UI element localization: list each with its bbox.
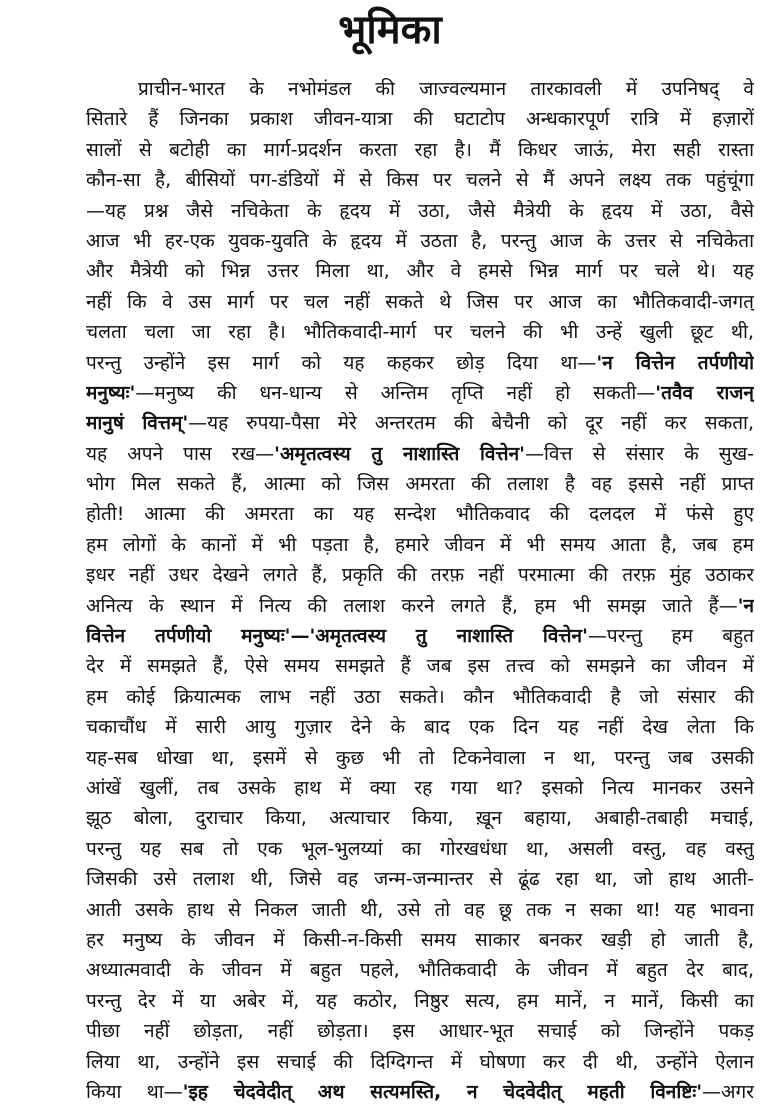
- text-segment: आंखें खुलीं, तब उसके हाथ में क्या रह गया था? इसको नित्य मानकर उसने: [86, 776, 754, 799]
- text-segment: झूठ बोला, दुराचार किया, अत्याचार किया, ख़ून बहाया, अबाही-तबाही मचाई,: [86, 807, 754, 830]
- text-line: [86, 287, 754, 317]
- sanskrit-quote: 'अमृतत्वस्य तु नाशास्ति वित्तेन': [274, 442, 525, 465]
- text-line: [86, 803, 754, 833]
- preface-body: [86, 74, 754, 1107]
- sanskrit-quote: वित्तेन तर्पणीयो मनुष्यः'—'अमृतत्वस्य तु नाशास्ति वित्तेन': [86, 625, 588, 648]
- text-segment: हम लोगों के कानों में भी पड़ता है, हमारे जीवन में भी समय आता है, जब हम: [86, 533, 754, 556]
- text-line: [86, 256, 754, 286]
- text-line: [86, 1016, 754, 1046]
- sanskrit-quote: 'न वित्तेन तर्पणीयो: [596, 351, 754, 374]
- sanskrit-quote: 'इह चेदवेदीत् अथ सत्यमस्ति, न चेदवेदीत् महती विनष्टिः': [182, 1080, 703, 1103]
- text-segment: परन्तु उन्होंने इस मार्ग को यह कहकर छोड़ दिया था—: [86, 351, 597, 374]
- text-segment: —मनुष्य की धन-धान्य से अन्तिम तृप्ति नहीं हो सकती—: [135, 381, 656, 404]
- text-segment: किया था—: [86, 1080, 183, 1103]
- text-line: [86, 104, 754, 134]
- text-line: [86, 591, 754, 621]
- sanskrit-quote: मनुष्यः': [86, 381, 136, 404]
- text-line: [86, 955, 754, 985]
- text-line: [86, 530, 754, 560]
- text-line: [86, 864, 754, 894]
- text-line: [86, 773, 754, 803]
- text-segment: नहीं कि वे उस मार्ग पर चल नहीं सकते थे जिस पर आज का भौतिकवादी-जगत्: [86, 290, 754, 313]
- text-segment: अध्यात्मवादी के जीवन में बहुत पहले, भौतिकवादी के जीवन में बहुत देर बाद,: [86, 959, 754, 982]
- text-segment: हम कोई क्रियात्मक लाभ नहीं उठा सकते। कौन भौतिकवादी है जो संसार की: [86, 685, 754, 708]
- text-segment: हर मनुष्य के जीवन में किसी-न-किसी समय साकार बनकर खड़ी हो जाती है,: [86, 928, 754, 951]
- text-segment: चकाचौंध में सारी आयु गुज़ार देने के बाद एक दिन यह नहीं देख लेता कि: [86, 716, 754, 739]
- text-line: [86, 682, 754, 712]
- sanskrit-quote: 'न: [737, 594, 754, 617]
- text-segment: यह अपने पास रख—: [86, 442, 275, 465]
- text-line: [86, 74, 754, 104]
- text-line: [86, 348, 754, 378]
- text-line: [86, 378, 754, 408]
- text-segment: देर में समझते हैं, ऐसे समय समझते हैं जब इस तत्त्व को समझने का जीवन में: [86, 655, 754, 678]
- text-segment: —यह प्रश्न जैसे नचिकेता के हृदय में उठा, जैसे मैत्रेयी के हृदय में उठा, वैसे: [86, 199, 754, 222]
- text-line: [86, 1077, 754, 1107]
- text-line: [86, 135, 754, 165]
- text-line: [86, 651, 754, 681]
- page-title: भूमिका: [338, 7, 442, 53]
- text-line: [86, 408, 754, 438]
- text-line: [86, 895, 754, 925]
- text-line: [86, 499, 754, 529]
- text-line: [86, 226, 754, 256]
- text-line: [86, 925, 754, 955]
- text-segment: —अगर: [702, 1080, 754, 1103]
- text-segment: प्राचीन-भारत के नभोमंडल की जाज्वल्यमान तारकावली में उपनिषद् वे: [138, 78, 754, 100]
- text-line: [86, 621, 754, 651]
- text-line: [86, 165, 754, 195]
- text-segment: अनित्य के स्थान में नित्य की तलाश करने लगते हैं, हम भी समझ जाते हैं—: [86, 594, 738, 617]
- text-line: [86, 743, 754, 773]
- text-segment: यह-सब धोखा था, इसमें से कुछ भी तो टिकनेवाला न था, परन्तु जब उसकी: [86, 746, 754, 769]
- text-segment: इधर नहीं उधर देखने लगते हैं, प्रकृति की तरफ़ नहीं परमात्मा की तरफ़ मुंह उठाकर: [86, 564, 754, 587]
- text-line: [86, 469, 754, 499]
- text-line: [86, 986, 754, 1016]
- text-segment: सितारे हैं जिनका प्रकाश जीवन-यात्रा की घटाटोप अन्धकारपूर्ण रात्रि में हज़ारों: [86, 108, 754, 131]
- text-segment: और मैत्रेयी को भिन्न उत्तर मिला था, और वे हमसे भिन्न मार्ग पर चले थे। यह: [86, 260, 754, 283]
- text-segment: भोग मिल सकते हैं, आत्मा को जिस अमरता की तलाश है वह इससे नहीं प्राप्त: [86, 473, 754, 496]
- text-segment: —परन्तु हम बहुत: [587, 625, 754, 648]
- text-segment: सालों से बटोही का मार्ग-प्रदर्शन करता रहा है। मैं किधर जाऊं, मेरा सही रास्ता: [86, 138, 754, 161]
- text-segment: लिया था, उन्होंने इस सचाई की दिग्दिगन्त में घोषणा कर दी थी, उन्होंने ऐलान: [86, 1050, 754, 1073]
- text-line: [86, 196, 754, 226]
- text-segment: कौन-सा है, बीसियों पग-डंडियों में से किस पर चलने से मैं अपने लक्ष्य तक पहुंचूंगा: [86, 169, 754, 192]
- text-line: [86, 1047, 754, 1077]
- text-line: [86, 560, 754, 590]
- text-segment: जिसकी उसे तलाश थी, जिसे वह जन्म-जन्मान्तर से ढूंढ रहा था, जो हाथ आती-: [86, 868, 754, 891]
- text-segment: परन्तु यह सब तो एक भूल-भुलय्यां का गोरखधंधा था, असली वस्तु, वह वस्तु: [86, 837, 754, 860]
- text-segment: परन्तु देर में या अबेर में, यह कठोर, निष्ठुर सत्य, हम मानें, न मानें, किसी का: [86, 989, 754, 1012]
- text-segment: —यह रुपया-पैसा मेरे अन्तरतम की बेचैनी को दूर नहीं कर सकता,: [188, 412, 754, 435]
- text-segment: आज भी हर-एक युवक-युवति के हृदय में उठता है, परन्तु आज के उत्तर से नचिकेता: [86, 229, 754, 252]
- text-line: [86, 439, 754, 469]
- text-segment: होती! आत्मा की अमरता का यह सन्देश भौतिकवाद की दलदल में फंसे हुए: [86, 503, 754, 526]
- text-segment: आती उसके हाथ से निकल जाती थी, उसे तो वह छू तक न सका था! यह भावना: [86, 898, 754, 921]
- text-line: [86, 834, 754, 864]
- text-segment: चलता चला जा रहा है। भौतिकवादी-मार्ग पर चलने की भी उन्हें खुली छूट थी,: [86, 321, 754, 344]
- sanskrit-quote: 'तवैव राजन्: [655, 381, 754, 404]
- text-line: [86, 317, 754, 347]
- text-line: [86, 712, 754, 742]
- sanskrit-quote: मानुषं वित्तम्': [86, 412, 189, 435]
- text-segment: —वित्त से संसार के सुख-: [524, 442, 754, 465]
- text-segment: पीछा नहीं छोड़ता, नहीं छोड़ता। इस आधार-भूत सचाई को जिन्होंने पकड़: [86, 1020, 754, 1043]
